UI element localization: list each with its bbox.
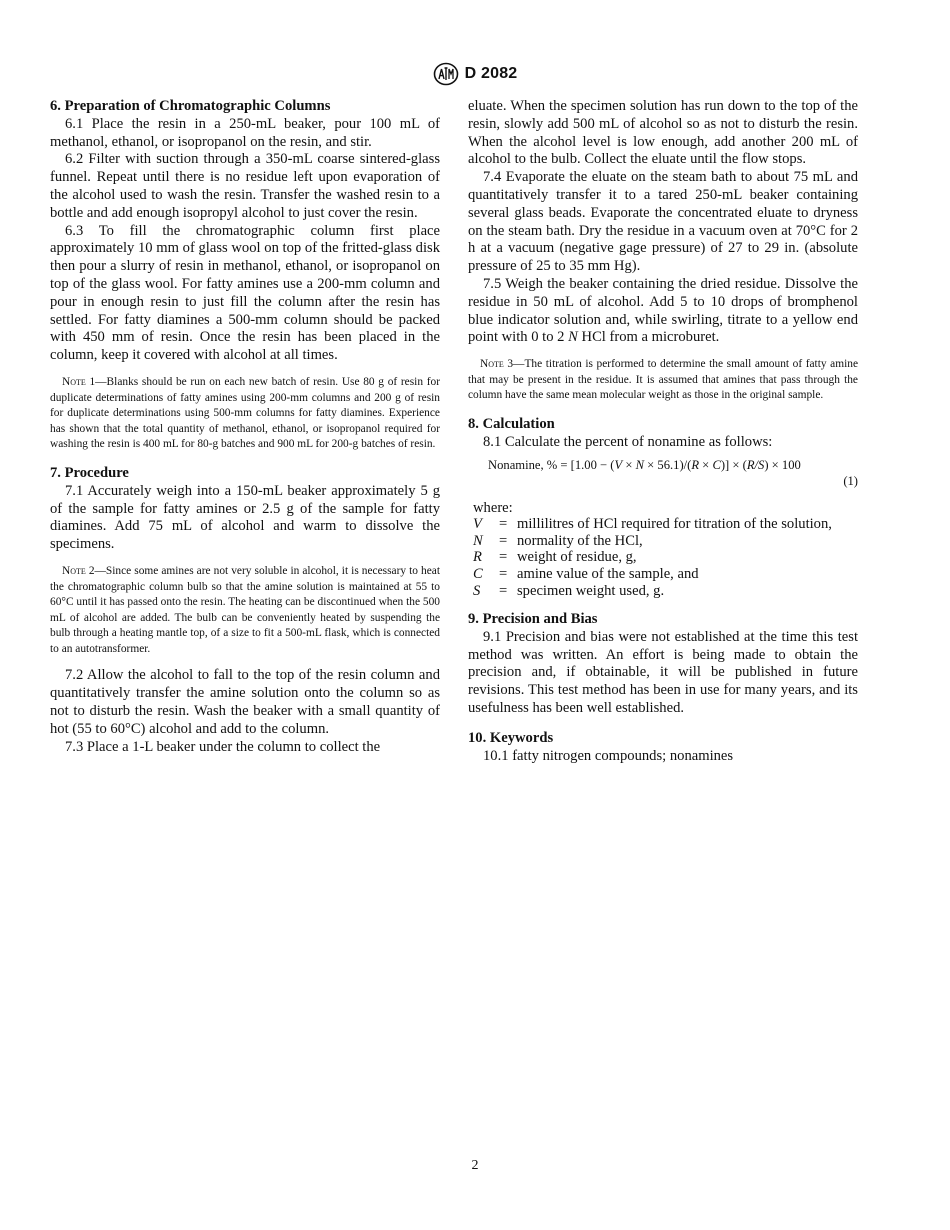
- paragraph-6-3: 6.3 To fill the chromatographic column first place approximately 10 mm of glass wool on top of the fritted-glass disk then pour a slurry of resin in methanol, ethanol, or isopropanol on top of the glass wool. For fatty amines use a 200-mm column and pour in enough resin to just fill the column after the resin has settled. For fatty diamines a 500-mm column should be packed with 450 mm of resin. Once the resin has been placed in the column, keep it covered with alcohol at all times.: [50, 222, 440, 364]
- where-item: C = amine value of the sample, and: [473, 565, 699, 582]
- equation-body: Nonamine, % = [1.00 − (V × N × 56.1)/(R × C)] × (R/S) × 100: [488, 457, 801, 472]
- where-item: S = specimen weight used, g.: [473, 582, 665, 599]
- paragraph-7-5: 7.5 Weigh the beaker containing the dried residue. Dissolve the residue in 50 mL of alcohol. Add 5 to 10 drops of bromphenol blue indicator solution and, while swirling, titrate to a yellow end point with 0 to 2 N HCl from a microburet.: [468, 275, 858, 346]
- note-1: [50, 375, 440, 453]
- section-9-heading: 9. Precision and Bias: [468, 611, 598, 628]
- section-7-heading: 7. Procedure: [50, 464, 129, 481]
- note-2: [50, 564, 440, 658]
- page-number: 2: [471, 1158, 479, 1173]
- equation-1: [468, 458, 858, 490]
- paragraph-7-1: 7.1 Accurately weigh into a 150-mL beaker approximately 5 g of the sample for fatty amines or 2.5 g of the sample for fatty diamines. Add 75 mL of alcohol and warm to dissolve the specimens.: [50, 482, 440, 553]
- section-6-heading: 6. Preparation of Chromatographic Columns: [50, 98, 331, 114]
- paragraph-7-3-continued: eluate. When the specimen solution has run down to the top of the resin, slowly add 500 mL of alcohol so as not to disturb the resin. When the alcohol level is low enough, add another 200 mL of alcohol to the bulb. Collect the eluate until the flow stops.: [468, 98, 858, 168]
- paragraph-10-1: 10.1 fatty nitrogen compounds; nonamines: [483, 747, 734, 764]
- note-2-text: 2—Since some amines are not very soluble in alcohol, it is necessary to heat the chromatographic column bulb so that the amine solution is maintained at 55 to 60°C until it has passed onto the resin. The heating can be discontinued when the 500 mL of alcohol are added. The bulb can be conveniently heated by suspending the bulb through a heating mantle top, of a size to fit a 500-mL flask, which is connected to an autotransformer.: [50, 564, 440, 655]
- astm-logo-icon: [433, 62, 459, 86]
- note-3-text: 3—The titration is performed to determine the small amount of fatty amine that may be present in the residue. It is assumed that amines that pass through the column have the same mean molecular weight as those in the original sample.: [468, 358, 858, 402]
- paragraph-9-1: 9.1 Precision and bias were not established at the time this test method was written. An effort is being made to obtain the precision and, if obtainable, it will be published in future revisions. This test method has been in use for many years, and its usefulness has been well established.: [468, 628, 858, 717]
- paragraph-7-3: 7.3 Place a 1-L beaker under the column to collect the: [65, 738, 381, 755]
- right-column: [468, 98, 858, 765]
- note-3-label: Note: [480, 358, 504, 371]
- paragraph-7-4: 7.4 Evaporate the eluate on the steam bath to about 75 mL and quantitatively transfer it to a tared 250-mL beaker containing several glass beads. Evaporate the concentrated eluate to dryness on the steam bath. Dry the residue in a vacuum oven at 70°C for 2 h at a vacuum (negative gage pressure) of 27 to 29 in. (absolute pressure of 25 to 35 mm Hg).: [468, 169, 858, 275]
- page-header: [0, 62, 950, 86]
- paragraph-6-1: 6.1 Place the resin in a 250-mL beaker, pour 100 mL of methanol, ethanol, or isopropanol on the resin, and stir.: [50, 115, 440, 150]
- where-item: N = normality of the HCl,: [473, 532, 643, 549]
- note-3: [468, 357, 858, 404]
- paragraph-8-1: 8.1 Calculate the percent of nonamine as follows:: [483, 433, 773, 450]
- left-column: [50, 98, 440, 756]
- note-2-label: Note: [62, 564, 86, 577]
- where-item: V = millilitres of HCl required for titration of the solution,: [473, 516, 832, 533]
- section-10-heading: 10. Keywords: [468, 729, 554, 746]
- paragraph-6-2: 6.2 Filter with suction through a 350-mL coarse sintered-glass funnel. Repeat until there is no residue left upon evaporation of the alcohol used to wash the resin. Transfer the washed resin to a bottle and add enough isopropyl alcohol to just cover the resin.: [50, 151, 440, 221]
- where-label: where:: [473, 499, 513, 516]
- note-1-text: 1—Blanks should be run on each new batch of resin. Use 80 g of resin for duplicate determinations of fatty amines using 200-mm columns and 200 g of resin for duplicate determinations using 500-mm columns for fatty diamines. Experience has shown that the total quantity of methanol, ethanol, or isopropanol required for washing the resin is 400 mL for 80-g batches and 900 mL for 200-g batches of resin.: [50, 375, 440, 451]
- section-8-heading: 8. Calculation: [468, 415, 555, 432]
- note-1-label: Note: [62, 375, 86, 388]
- document-id: D 2082: [464, 65, 518, 82]
- where-item: R = weight of residue, g,: [473, 549, 637, 566]
- where-list: [468, 500, 858, 600]
- equation-number: (1): [843, 473, 858, 488]
- paragraph-7-2: 7.2 Allow the alcohol to fall to the top of the resin column and quantitatively transfer the amine solution onto the column so as not to disturb the resin. Wash the beaker with a small quantity of hot (55 to 60°C) alcohol and add to the column.: [50, 667, 440, 737]
